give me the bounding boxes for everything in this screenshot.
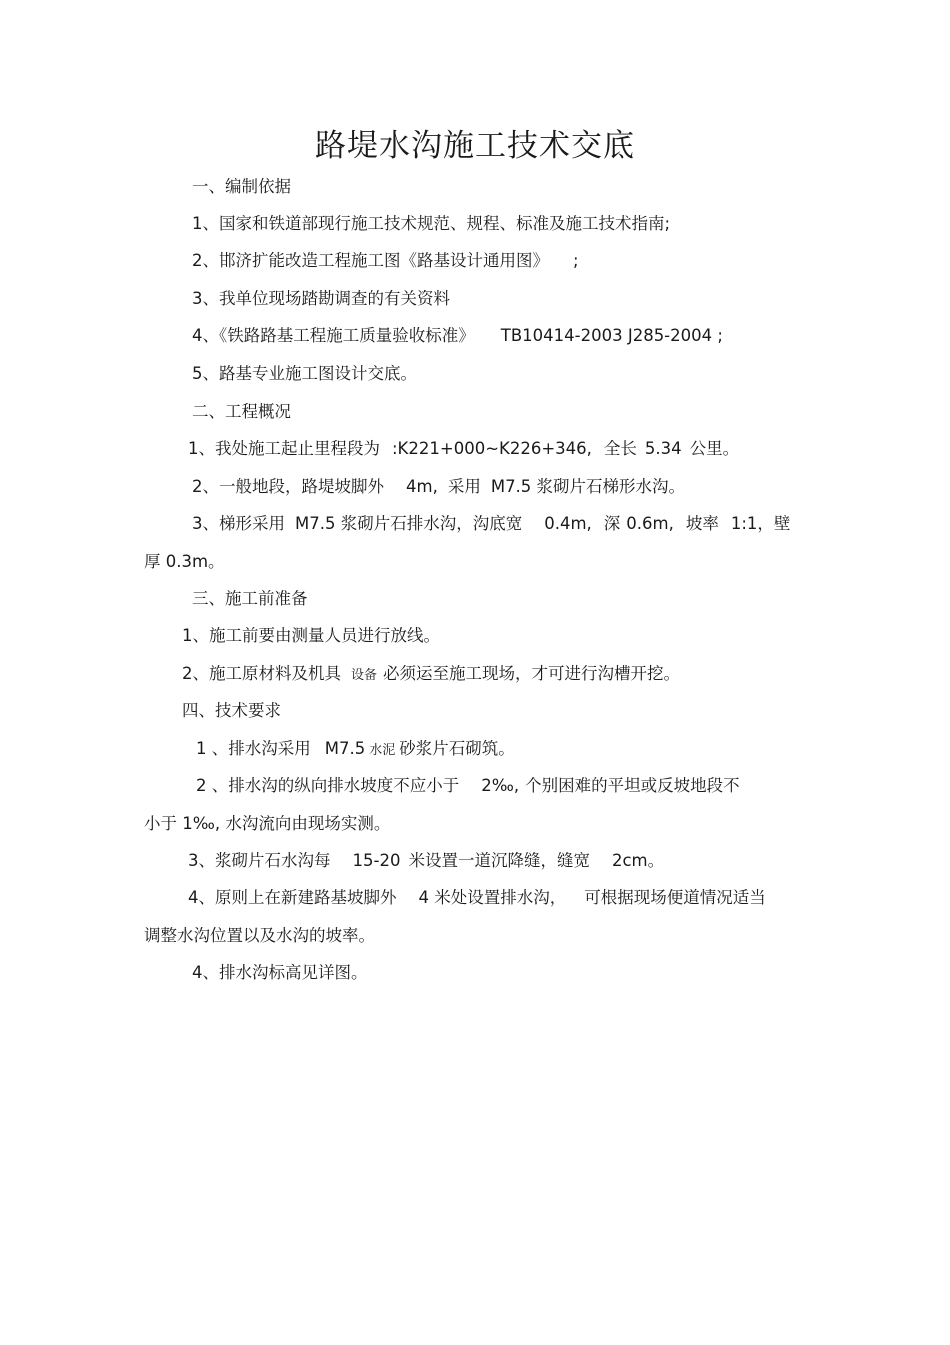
item-text: 2、邯济扩能改造工程施工图《路基设计通用图》 [192,251,549,270]
section-4-item-4 [188,886,766,910]
item-text: :K221+000~K226+346, [392,439,592,458]
item-text: 水泥 [369,743,396,758]
item-text: 必须运至施工现场，才可进行沟槽开挖。 [383,664,681,683]
item-text: 2‰, [481,776,520,795]
section-1-item-4 [192,324,723,348]
item-text: 2、施工原材料及机具 [182,664,341,683]
section-4-item-1 [196,737,515,763]
item-text: M7.5 浆砌片石排水沟，沟底宽 [295,514,523,533]
item-text: 0.6m, [626,514,674,533]
item-text: 个别困难的平坦或反坡地段不 [525,776,740,795]
section-3-heading: 三、施工前准备 [192,589,308,608]
item-text: 全长 [603,439,637,458]
item-text: 采用 [447,477,481,496]
item-text: 1:1，壁 [730,514,791,533]
item-text: 坡率 [685,514,719,533]
item-text: 4、《铁路路基工程施工质量验收标准》 [192,326,475,345]
item-text: 设备 [351,668,378,683]
item-text: 2 、排水沟的纵向排水坡度不应小于 [196,776,460,795]
section-2-item-3-cont: 厚 0.3m。 [144,552,225,571]
item-text: M7.5 [324,739,366,758]
item-text: M7.5 浆砌片石梯形水沟。 [490,477,686,496]
item-text: 砂浆片石砌筑。 [399,739,515,758]
section-4-item-3 [188,849,664,873]
item-text: 4 米处设置排水沟， [418,888,567,907]
item-text: 4m, [406,477,438,496]
section-4-item-2-cont: 小于 1‰, 水沟流向由现场实测。 [144,814,391,833]
document-title: 路堤水沟施工技术交底 [315,128,635,164]
section-2-item-1 [188,437,739,461]
item-text: 5.34 [644,439,682,458]
item-text: 3、梯形采用 [192,514,285,533]
section-1-item-1: 1、国家和铁道部现行施工技术规范、规程、标准及施工技术指南; [192,214,671,233]
item-text: 可根据现场便道情况适当 [584,888,766,907]
item-text: TB10414-2003 J285-2004 ; [500,326,723,345]
item-text: ; [573,251,579,270]
item-text: 1、我处施工起止里程段为 [188,439,380,458]
section-1-item-5: 5、路基专业施工图设计交底。 [192,364,417,383]
section-1-item-3: 3、我单位现场踏勘调查的有关资料 [192,289,450,308]
item-text: 15-20 [352,851,401,870]
section-1-heading: 一、编制依据 [192,177,291,196]
section-4-item-2 [196,774,740,798]
item-text: 公里。 [689,439,740,458]
item-text: 深 [603,514,621,533]
item-text: 2、一般地段，路堤坡脚外 [192,477,384,496]
section-3-item-2 [182,662,680,688]
section-3-item-1: 1、施工前要由测量人员进行放线。 [182,626,440,645]
section-1-item-2 [192,249,579,273]
section-4-item-5: 4、排水沟标高见详图。 [192,963,368,982]
item-text: 1 、排水沟采用 [196,739,311,758]
item-text: 米设置一道沉降缝，缝宽 [408,851,590,870]
item-text: 3、浆砌片石水沟每 [188,851,331,870]
section-4-heading: 四、技术要求 [182,701,281,720]
section-4-item-4-cont: 调整水沟位置以及水沟的坡率。 [144,926,375,945]
section-2-item-2 [192,475,685,499]
item-text: 2cm。 [611,851,665,870]
section-2-item-3 [192,512,790,536]
item-text: 4、原则上在新建路基坡脚外 [188,888,397,907]
item-text: 0.4m, [544,514,592,533]
section-2-heading: 二、工程概况 [192,402,291,421]
